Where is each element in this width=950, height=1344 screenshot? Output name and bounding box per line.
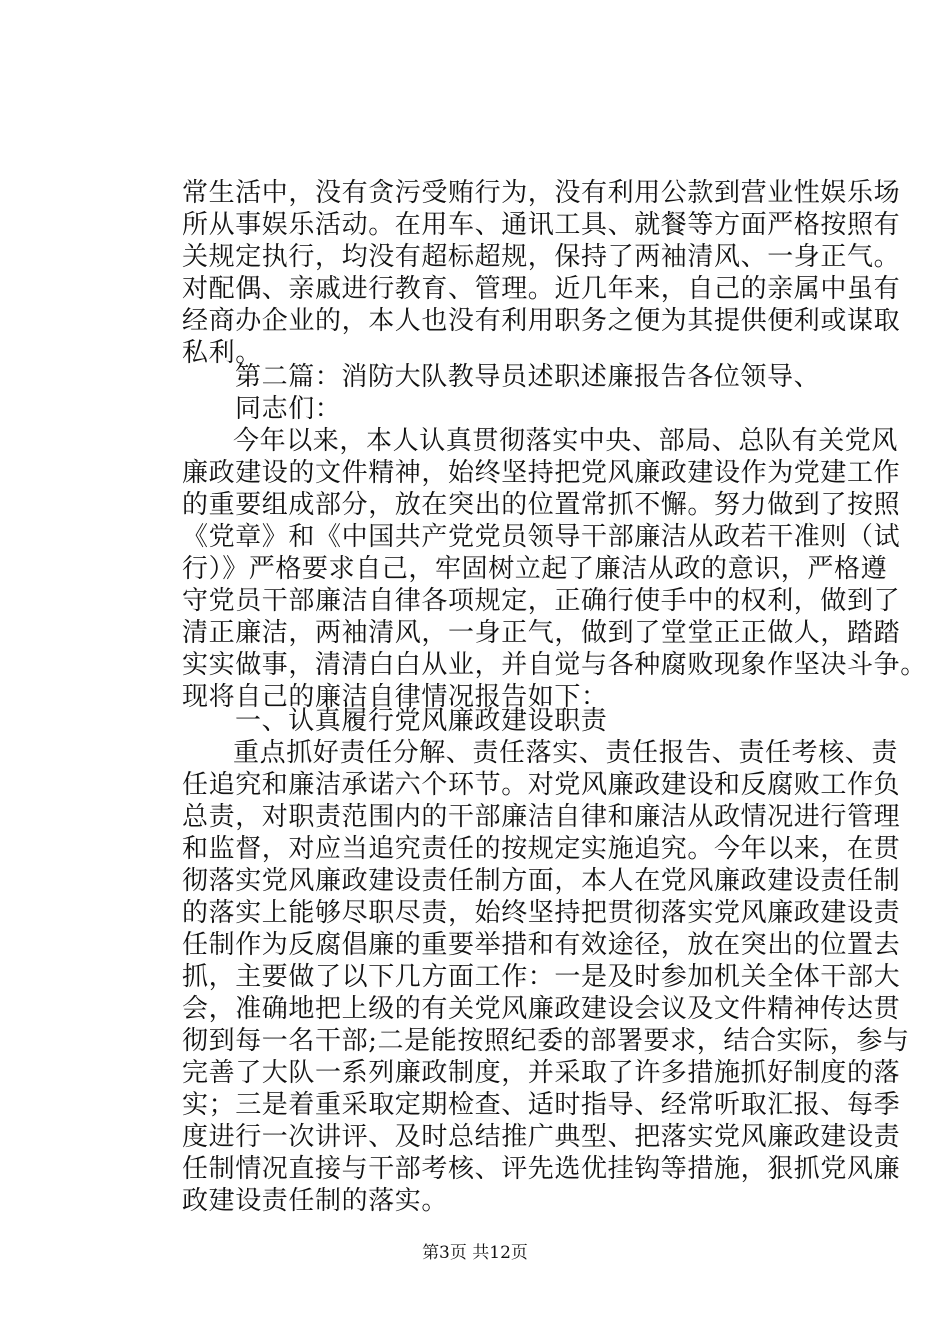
- text-line: 会，准确地把上级的有关党风廉政建设会议及文件精神传达贯: [182, 994, 901, 1024]
- text-line: 重点抓好责任分解、责任落实、责任报告、责任考核、责: [233, 738, 899, 768]
- text-line: 的重要组成部分，放在突出的位置常抓不懈。努力做到了按照: [182, 490, 901, 520]
- text-line: 的落实上能够尽职尽责，始终坚持把贯彻落实党风廉政建设责: [182, 898, 901, 928]
- text-line: 《党章》和《中国共产党党员领导干部廉洁从政若干准则（试: [182, 522, 901, 552]
- page-footer: 第3页 共12页: [422, 1243, 528, 1263]
- text-line: 关规定执行，均没有超标超规，保持了两袖清风、一身正气。: [182, 242, 901, 272]
- subsection-heading: 一、认真履行党风廉政建设职责: [235, 706, 608, 736]
- text-line: 私利。: [182, 338, 262, 368]
- text-line: 今年以来，本人认真贯彻落实中央、部局、总队有关党风: [233, 426, 899, 456]
- text-line: 抓，主要做了以下几方面工作：一是及时参加机关全体干部大: [182, 962, 901, 992]
- text-line: 守党员干部廉洁自律各项规定，正确行使手中的权利，做到了: [182, 586, 901, 616]
- text-line: 完善了大队一系列廉政制度，并采取了许多措施抓好制度的落: [182, 1058, 901, 1088]
- text-line: 对配偶、亲戚进行教育、管理。近几年来，自己的亲属中虽有: [182, 274, 901, 304]
- text-line: 和监督，对应当追究责任的按规定实施追究。今年以来，在贯: [182, 834, 901, 864]
- text-line: 任追究和廉洁承诺六个环节。对党风廉政建设和反腐败工作负: [182, 770, 901, 800]
- text-line: 所从事娱乐活动。在用车、通讯工具、就餐等方面严格按照有: [182, 210, 901, 240]
- text-line: 现将自己的廉洁自律情况报告如下：: [182, 682, 608, 712]
- text-line: 清正廉洁，两袖清风，一身正气，做到了堂堂正正做人，踏踏: [182, 618, 901, 648]
- text-line: 总责，对职责范围内的干部廉洁自律和廉洁从政情况进行管理: [182, 802, 901, 832]
- section-heading: 第二篇：消防大队教导员述职述廉报告各位领导、: [235, 362, 821, 392]
- salutation: 同志们：: [235, 394, 342, 424]
- text-line: 任制情况直接与干部考核、评先选优挂钩等措施，狠抓党风廉: [182, 1154, 901, 1184]
- text-line: 实；三是着重采取定期检查、适时指导、经常听取汇报、每季: [182, 1090, 901, 1120]
- text-line: 彻到每一名干部;二是能按照纪委的部署要求，结合实际，参与: [182, 1026, 910, 1056]
- text-line: 政建设责任制的落实。: [182, 1186, 449, 1216]
- text-line: 任制作为反腐倡廉的重要举措和有效途径，放在突出的位置去: [182, 930, 901, 960]
- text-line: 彻落实党风廉政建设责任制方面，本人在党风廉政建设责任制: [182, 866, 901, 896]
- text-line: 常生活中，没有贪污受贿行为，没有利用公款到营业性娱乐场: [182, 178, 901, 208]
- text-line: 实实做事，清清白白从业，并自觉与各种腐败现象作坚决斗争。: [182, 650, 927, 680]
- text-line: 经商办企业的，本人也没有利用职务之便为其提供便利或谋取: [182, 306, 901, 336]
- text-line: 廉政建设的文件精神，始终坚持把党风廉政建设作为党建工作: [182, 458, 901, 488]
- text-line: 度进行一次讲评、及时总结推广典型、把落实党风廉政建设责: [182, 1122, 901, 1152]
- text-line: 行）》严格要求自己，牢固树立起了廉洁从政的意识，严格遵: [182, 554, 888, 584]
